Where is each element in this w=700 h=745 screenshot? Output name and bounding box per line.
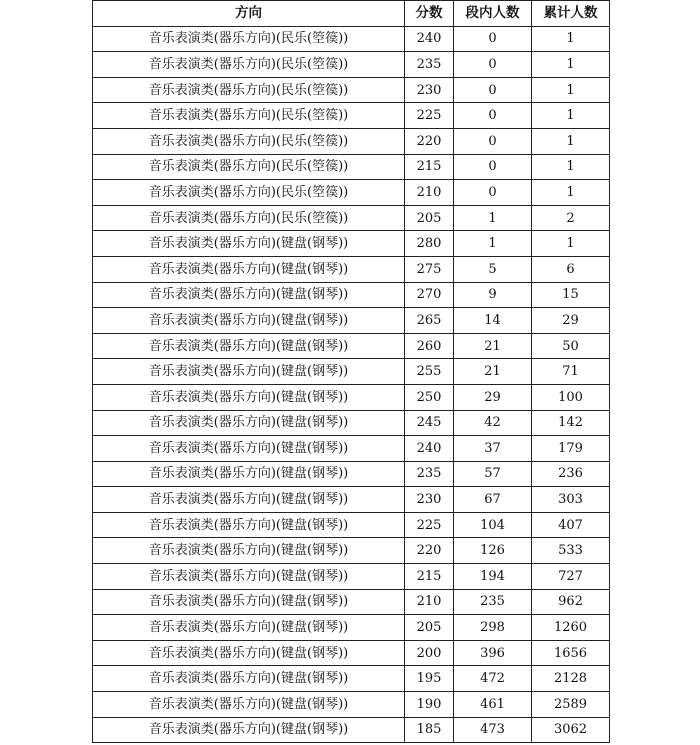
cell-cumulative-count: 2 (532, 205, 610, 231)
cell-score: 195 (405, 666, 454, 692)
cell-direction: 音乐表演类(器乐方向)(民乐(箜篌)) (93, 77, 405, 103)
cell-score: 200 (405, 640, 454, 666)
cell-cumulative-count: 71 (532, 359, 610, 385)
cell-score: 215 (405, 154, 454, 180)
cell-segment-count: 1 (454, 205, 532, 231)
cell-cumulative-count: 100 (532, 384, 610, 410)
cell-score: 210 (405, 589, 454, 615)
cell-direction: 音乐表演类(器乐方向)(键盘(钢琴)) (93, 461, 405, 487)
cell-score: 225 (405, 512, 454, 538)
cell-cumulative-count: 179 (532, 436, 610, 462)
cell-segment-count: 298 (454, 615, 532, 641)
cell-score: 185 (405, 717, 454, 743)
cell-score: 275 (405, 256, 454, 282)
cell-direction: 音乐表演类(器乐方向)(键盘(钢琴)) (93, 231, 405, 257)
cell-score: 280 (405, 231, 454, 257)
cell-score: 220 (405, 128, 454, 154)
cell-segment-count: 21 (454, 333, 532, 359)
cell-direction: 音乐表演类(器乐方向)(民乐(箜篌)) (93, 205, 405, 231)
cell-direction: 音乐表演类(器乐方向)(键盘(钢琴)) (93, 256, 405, 282)
cell-cumulative-count: 1656 (532, 640, 610, 666)
cell-cumulative-count: 29 (532, 308, 610, 334)
cell-direction: 音乐表演类(器乐方向)(键盘(钢琴)) (93, 308, 405, 334)
cell-cumulative-count: 533 (532, 538, 610, 564)
table-row (93, 26, 610, 52)
cell-segment-count: 0 (454, 128, 532, 154)
cell-direction: 音乐表演类(器乐方向)(键盘(钢琴)) (93, 564, 405, 590)
cell-direction: 音乐表演类(器乐方向)(键盘(钢琴)) (93, 666, 405, 692)
table-row (93, 692, 610, 718)
cell-direction: 音乐表演类(器乐方向)(民乐(箜篌)) (93, 26, 405, 52)
cell-score: 225 (405, 103, 454, 129)
table-row (93, 52, 610, 78)
cell-direction: 音乐表演类(器乐方向)(民乐(箜篌)) (93, 103, 405, 129)
cell-segment-count: 396 (454, 640, 532, 666)
cell-cumulative-count: 1 (532, 103, 610, 129)
table-row (93, 384, 610, 410)
table-row (93, 103, 610, 129)
table-row (93, 512, 610, 538)
cell-score: 250 (405, 384, 454, 410)
cell-direction: 音乐表演类(器乐方向)(键盘(钢琴)) (93, 487, 405, 513)
cell-direction: 音乐表演类(器乐方向)(键盘(钢琴)) (93, 538, 405, 564)
table-row (93, 256, 610, 282)
table-body (93, 26, 610, 743)
cell-segment-count: 67 (454, 487, 532, 513)
cell-score: 205 (405, 205, 454, 231)
cell-direction: 音乐表演类(器乐方向)(键盘(钢琴)) (93, 692, 405, 718)
cell-segment-count: 473 (454, 717, 532, 743)
cell-segment-count: 0 (454, 26, 532, 52)
cell-score: 240 (405, 436, 454, 462)
cell-segment-count: 0 (454, 77, 532, 103)
cell-cumulative-count: 1 (532, 231, 610, 257)
table-row (93, 615, 610, 641)
cell-score: 235 (405, 461, 454, 487)
cell-direction: 音乐表演类(器乐方向)(键盘(钢琴)) (93, 384, 405, 410)
cell-score: 205 (405, 615, 454, 641)
table-row (93, 589, 610, 615)
cell-score: 210 (405, 180, 454, 206)
cell-cumulative-count: 2589 (532, 692, 610, 718)
table-row (93, 308, 610, 334)
table-row (93, 180, 610, 206)
table-row (93, 666, 610, 692)
cell-cumulative-count: 962 (532, 589, 610, 615)
cell-segment-count: 461 (454, 692, 532, 718)
cell-direction: 音乐表演类(器乐方向)(键盘(钢琴)) (93, 615, 405, 641)
header-cumulative-count: 累计人数 (532, 1, 610, 27)
cell-direction: 音乐表演类(器乐方向)(民乐(箜篌)) (93, 128, 405, 154)
cell-segment-count: 0 (454, 154, 532, 180)
cell-direction: 音乐表演类(器乐方向)(键盘(钢琴)) (93, 640, 405, 666)
table-row (93, 154, 610, 180)
cell-cumulative-count: 1 (532, 77, 610, 103)
table-row (93, 231, 610, 257)
cell-score: 265 (405, 308, 454, 334)
cell-score: 230 (405, 77, 454, 103)
cell-cumulative-count: 3062 (532, 717, 610, 743)
cell-cumulative-count: 1 (532, 180, 610, 206)
cell-direction: 音乐表演类(器乐方向)(键盘(钢琴)) (93, 589, 405, 615)
cell-segment-count: 104 (454, 512, 532, 538)
cell-direction: 音乐表演类(器乐方向)(键盘(钢琴)) (93, 282, 405, 308)
cell-segment-count: 126 (454, 538, 532, 564)
cell-cumulative-count: 1 (532, 52, 610, 78)
table-row (93, 128, 610, 154)
cell-direction: 音乐表演类(器乐方向)(键盘(钢琴)) (93, 410, 405, 436)
table-row (93, 77, 610, 103)
header-direction: 方向 (93, 1, 405, 27)
cell-cumulative-count: 303 (532, 487, 610, 513)
cell-cumulative-count: 1260 (532, 615, 610, 641)
table-header (93, 1, 610, 27)
cell-cumulative-count: 50 (532, 333, 610, 359)
table-row (93, 487, 610, 513)
cell-cumulative-count: 142 (532, 410, 610, 436)
cell-segment-count: 29 (454, 384, 532, 410)
cell-direction: 音乐表演类(器乐方向)(键盘(钢琴)) (93, 333, 405, 359)
cell-segment-count: 0 (454, 103, 532, 129)
cell-direction: 音乐表演类(器乐方向)(键盘(钢琴)) (93, 717, 405, 743)
cell-score: 240 (405, 26, 454, 52)
score-distribution-table (92, 0, 610, 743)
table-row (93, 717, 610, 743)
table-row (93, 461, 610, 487)
cell-cumulative-count: 1 (532, 26, 610, 52)
cell-score: 245 (405, 410, 454, 436)
cell-segment-count: 14 (454, 308, 532, 334)
cell-cumulative-count: 727 (532, 564, 610, 590)
cell-segment-count: 21 (454, 359, 532, 385)
cell-segment-count: 194 (454, 564, 532, 590)
cell-direction: 音乐表演类(器乐方向)(民乐(箜篌)) (93, 52, 405, 78)
cell-segment-count: 9 (454, 282, 532, 308)
cell-direction: 音乐表演类(器乐方向)(键盘(钢琴)) (93, 512, 405, 538)
cell-cumulative-count: 407 (532, 512, 610, 538)
cell-score: 235 (405, 52, 454, 78)
cell-score: 220 (405, 538, 454, 564)
cell-direction: 音乐表演类(器乐方向)(键盘(钢琴)) (93, 359, 405, 385)
cell-segment-count: 5 (454, 256, 532, 282)
cell-cumulative-count: 236 (532, 461, 610, 487)
cell-segment-count: 0 (454, 52, 532, 78)
table-row (93, 205, 610, 231)
cell-cumulative-count: 1 (532, 128, 610, 154)
table-row (93, 333, 610, 359)
cell-direction: 音乐表演类(器乐方向)(民乐(箜篌)) (93, 154, 405, 180)
header-segment-count: 段内人数 (454, 1, 532, 27)
cell-segment-count: 1 (454, 231, 532, 257)
cell-score: 190 (405, 692, 454, 718)
cell-score: 260 (405, 333, 454, 359)
cell-segment-count: 0 (454, 180, 532, 206)
cell-score: 270 (405, 282, 454, 308)
cell-cumulative-count: 2128 (532, 666, 610, 692)
cell-segment-count: 235 (454, 589, 532, 615)
cell-score: 215 (405, 564, 454, 590)
cell-segment-count: 37 (454, 436, 532, 462)
cell-segment-count: 42 (454, 410, 532, 436)
table-row (93, 410, 610, 436)
cell-segment-count: 472 (454, 666, 532, 692)
cell-cumulative-count: 15 (532, 282, 610, 308)
cell-segment-count: 57 (454, 461, 532, 487)
cell-cumulative-count: 6 (532, 256, 610, 282)
header-row (93, 1, 610, 27)
table-row (93, 282, 610, 308)
cell-direction: 音乐表演类(器乐方向)(民乐(箜篌)) (93, 180, 405, 206)
table-row (93, 538, 610, 564)
table-row (93, 564, 610, 590)
cell-cumulative-count: 1 (532, 154, 610, 180)
header-score: 分数 (405, 1, 454, 27)
cell-score: 255 (405, 359, 454, 385)
table-row (93, 436, 610, 462)
cell-score: 230 (405, 487, 454, 513)
table-row (93, 359, 610, 385)
cell-direction: 音乐表演类(器乐方向)(键盘(钢琴)) (93, 436, 405, 462)
table-row (93, 640, 610, 666)
